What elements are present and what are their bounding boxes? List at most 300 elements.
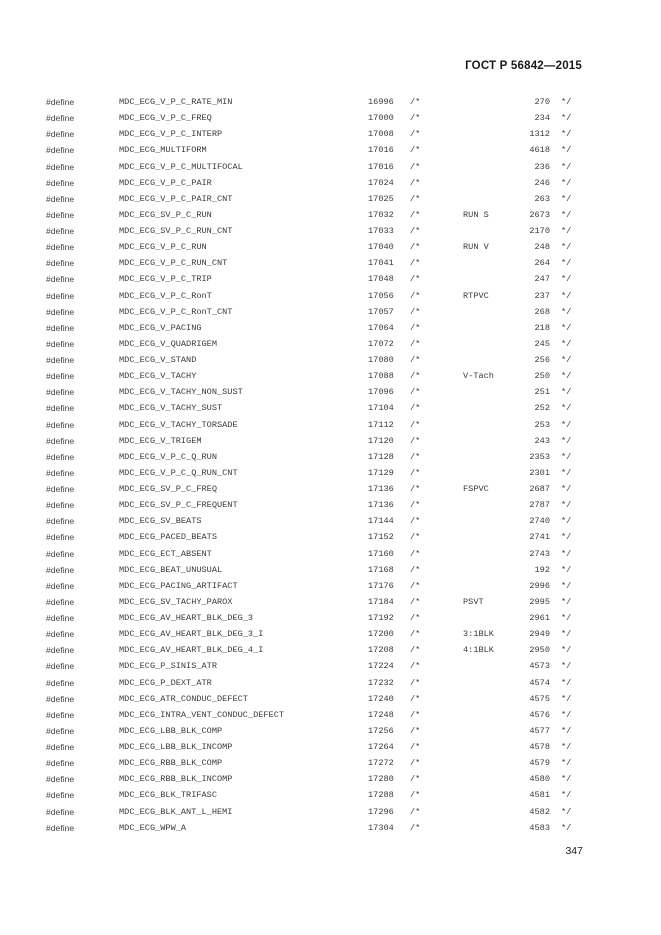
define-row (0, 804, 661, 820)
macro-name: MDC_ECG_SV_P_C_RUN_CNT (119, 226, 233, 236)
comment-value: 4575 (529, 693, 550, 704)
comment-close: */ (561, 419, 572, 430)
macro-name: MDC_ECG_LBB_BLK_INCOMP (119, 742, 233, 752)
comment-value: 4573 (529, 661, 550, 672)
comment-open: /* (410, 129, 421, 140)
abbreviation: V-Tach (463, 371, 494, 382)
define-keyword: #define (46, 161, 75, 172)
macro-name: MDC_ECG_AV_HEART_BLK_DEG_3 (119, 613, 254, 623)
define-row (0, 126, 661, 142)
macro-name: MDC_ECG_V_P_C_RUN_CNT (119, 258, 228, 269)
comment-close: */ (561, 774, 572, 785)
macro-code: 17032 (368, 209, 394, 220)
comment-close: */ (561, 629, 572, 640)
comment-close: */ (561, 193, 572, 204)
define-row (0, 368, 661, 384)
macro-name: MDC_ECG_BLK_TRIFASC (119, 790, 217, 801)
comment-value: 246 (534, 177, 550, 188)
comment-open: /* (410, 306, 421, 317)
comment-close: */ (561, 226, 572, 236)
comment-value: 2743 (529, 548, 550, 559)
comment-open: /* (410, 97, 421, 107)
comment-open: /* (410, 371, 421, 382)
macro-code: 17240 (368, 693, 394, 704)
macro-name: MDC_ECG_V_P_C_RATE_MIN (119, 97, 233, 107)
comment-close: */ (561, 290, 572, 301)
comment-open: /* (410, 177, 421, 188)
macro-name: MDC_ECG_V_TACHY (119, 371, 197, 382)
macro-code: 17120 (368, 435, 394, 446)
comment-close: */ (561, 677, 572, 688)
abbreviation: 4:1BLK (463, 645, 494, 656)
macro-code: 17304 (368, 822, 394, 833)
define-row (0, 465, 661, 481)
comment-close: */ (561, 661, 572, 672)
define-keyword: #define (46, 193, 75, 204)
define-row (0, 159, 661, 175)
comment-close: */ (561, 177, 572, 188)
comment-close: */ (561, 322, 572, 333)
macro-name: MDC_ECG_V_P_C_RonT_CNT (119, 306, 233, 317)
define-row (0, 271, 661, 287)
macro-code: 17256 (368, 725, 394, 736)
comment-value: 236 (534, 161, 550, 172)
comment-open: /* (410, 193, 421, 204)
define-keyword: #define (46, 371, 75, 382)
define-keyword: #define (46, 516, 75, 527)
define-row (0, 175, 661, 191)
macro-name: MDC_ECG_V_P_C_PAIR_CNT (119, 193, 233, 204)
comment-open: /* (410, 226, 421, 236)
comment-open: /* (410, 419, 421, 430)
macro-name: MDC_ECG_SV_P_C_FREQ (119, 484, 217, 494)
define-row (0, 642, 661, 658)
comment-close: */ (561, 387, 572, 398)
macro-code: 17160 (368, 548, 394, 559)
define-keyword: #define (46, 790, 75, 801)
macro-name: MDC_ECG_V_TRIGEM (119, 435, 202, 446)
macro-name: MDC_ECG_MULTIFORM (119, 145, 207, 156)
comment-close: */ (561, 790, 572, 801)
comment-value: 2995 (529, 596, 550, 607)
macro-code: 17016 (368, 145, 394, 156)
comment-close: */ (561, 758, 572, 769)
abbreviation: RUN S (463, 209, 489, 220)
comment-close: */ (561, 693, 572, 704)
define-keyword: #define (46, 693, 75, 704)
comment-close: */ (561, 274, 572, 285)
comment-close: */ (561, 806, 572, 817)
define-keyword: #define (46, 742, 75, 752)
comment-open: /* (410, 613, 421, 623)
comment-value: 250 (534, 371, 550, 382)
comment-value: 2950 (529, 645, 550, 656)
comment-close: */ (561, 532, 572, 543)
abbreviation: PSVT (463, 596, 484, 607)
comment-open: /* (410, 629, 421, 640)
comment-open: /* (410, 532, 421, 543)
comment-value: 2687 (529, 484, 550, 494)
define-keyword: #define (46, 774, 75, 785)
define-row (0, 723, 661, 739)
define-keyword: #define (46, 129, 75, 140)
macro-name: MDC_ECG_ECT_ABSENT (119, 548, 212, 559)
comment-close: */ (561, 403, 572, 414)
macro-code: 17224 (368, 661, 394, 672)
comment-open: /* (410, 564, 421, 575)
macro-code: 17000 (368, 113, 394, 124)
define-row (0, 94, 661, 110)
define-row (0, 578, 661, 594)
macro-code: 17112 (368, 419, 394, 430)
macro-code: 17272 (368, 758, 394, 769)
macro-name: MDC_ECG_V_P_C_Q_RUN_CNT (119, 467, 238, 478)
comment-value: 247 (534, 274, 550, 285)
comment-value: 270 (534, 97, 550, 107)
comment-close: */ (561, 645, 572, 656)
abbreviation: RTPVC (463, 290, 489, 301)
comment-open: /* (410, 258, 421, 269)
macro-name: MDC_ECG_AV_HEART_BLK_DEG_4_I (119, 645, 264, 656)
comment-value: 2740 (529, 516, 550, 527)
comment-open: /* (410, 355, 421, 365)
macro-code: 17144 (368, 516, 394, 527)
define-row (0, 594, 661, 610)
define-list (0, 94, 661, 836)
define-row (0, 562, 661, 578)
macro-name: MDC_ECG_ATR_CONDUC_DEFECT (119, 693, 248, 704)
define-row (0, 352, 661, 368)
define-row (0, 707, 661, 723)
define-row (0, 513, 661, 529)
comment-value: 4579 (529, 758, 550, 769)
comment-value: 237 (534, 290, 550, 301)
abbreviation: RUN V (463, 242, 489, 253)
macro-code: 17072 (368, 338, 394, 349)
comment-value: 4580 (529, 774, 550, 785)
macro-name: MDC_ECG_V_P_C_FREQ (119, 113, 212, 124)
comment-value: 4618 (529, 145, 550, 156)
macro-name: MDC_ECG_RBB_BLK_COMP (119, 758, 223, 769)
macro-name: MDC_ECG_BLK_ANT_L_HEMI (119, 806, 233, 817)
comment-value: 263 (534, 193, 550, 204)
comment-open: /* (410, 790, 421, 801)
comment-value: 1312 (529, 129, 550, 140)
define-keyword: #define (46, 355, 75, 365)
macro-name: MDC_ECG_SV_P_C_RUN (119, 209, 212, 220)
macro-name: MDC_ECG_V_STAND (119, 355, 197, 365)
define-row (0, 481, 661, 497)
macro-code: 17025 (368, 193, 394, 204)
define-keyword: #define (46, 532, 75, 543)
define-keyword: #define (46, 613, 75, 623)
comment-value: 4578 (529, 742, 550, 752)
comment-value: 2170 (529, 226, 550, 236)
define-keyword: #define (46, 500, 75, 511)
comment-value: 4581 (529, 790, 550, 801)
comment-value: 4574 (529, 677, 550, 688)
comment-value: 4582 (529, 806, 550, 817)
macro-code: 17152 (368, 532, 394, 543)
comment-value: 4583 (529, 822, 550, 833)
define-row (0, 400, 661, 416)
comment-value: 251 (534, 387, 550, 398)
macro-name: MDC_ECG_SV_TACHY_PAROX (119, 596, 233, 607)
comment-value: 252 (534, 403, 550, 414)
macro-code: 17168 (368, 564, 394, 575)
comment-close: */ (561, 596, 572, 607)
comment-open: /* (410, 806, 421, 817)
define-keyword: #define (46, 113, 75, 124)
define-keyword: #define (46, 548, 75, 559)
define-keyword: #define (46, 322, 75, 333)
macro-name: MDC_ECG_V_P_C_RonT (119, 290, 212, 301)
comment-open: /* (410, 113, 421, 124)
comment-open: /* (410, 661, 421, 672)
macro-code: 17104 (368, 403, 394, 414)
comment-value: 268 (534, 306, 550, 317)
document-header: ГОСТ Р 56842—2015 (465, 60, 582, 72)
macro-code: 17296 (368, 806, 394, 817)
comment-value: 245 (534, 338, 550, 349)
define-row (0, 675, 661, 691)
define-row (0, 223, 661, 239)
comment-value: 218 (534, 322, 550, 333)
comment-close: */ (561, 371, 572, 382)
define-keyword: #define (46, 209, 75, 220)
comment-close: */ (561, 467, 572, 478)
macro-name: MDC_ECG_AV_HEART_BLK_DEG_3_I (119, 629, 264, 640)
comment-value: 2353 (529, 451, 550, 462)
comment-close: */ (561, 242, 572, 253)
macro-code: 17232 (368, 677, 394, 688)
macro-name: MDC_ECG_SV_BEATS (119, 516, 202, 527)
macro-name: MDC_ECG_V_P_C_TRIP (119, 274, 212, 285)
comment-close: */ (561, 306, 572, 317)
comment-open: /* (410, 758, 421, 769)
define-keyword: #define (46, 403, 75, 414)
abbreviation: FSPVC (463, 484, 489, 494)
define-row (0, 787, 661, 803)
define-keyword: #define (46, 484, 75, 494)
comment-value: 2741 (529, 532, 550, 543)
page-number: 347 (565, 845, 583, 857)
define-keyword: #define (46, 806, 75, 817)
comment-value: 234 (534, 113, 550, 124)
comment-close: */ (561, 355, 572, 365)
macro-code: 17040 (368, 242, 394, 253)
macro-code: 17033 (368, 226, 394, 236)
define-row (0, 336, 661, 352)
macro-name: MDC_ECG_PACING_ARTIFACT (119, 580, 238, 591)
comment-open: /* (410, 580, 421, 591)
macro-code: 17016 (368, 161, 394, 172)
define-row (0, 207, 661, 223)
macro-code: 17041 (368, 258, 394, 269)
comment-open: /* (410, 774, 421, 785)
macro-name: MDC_ECG_V_P_C_Q_RUN (119, 451, 217, 462)
macro-code: 17057 (368, 306, 394, 317)
comment-open: /* (410, 403, 421, 414)
macro-code: 17080 (368, 355, 394, 365)
macro-name: MDC_ECG_P_DEXT_ATR (119, 677, 212, 688)
macro-code: 17008 (368, 129, 394, 140)
define-row (0, 820, 661, 836)
comment-open: /* (410, 242, 421, 253)
comment-close: */ (561, 500, 572, 511)
macro-code: 17288 (368, 790, 394, 801)
define-keyword: #define (46, 677, 75, 688)
define-keyword: #define (46, 435, 75, 446)
macro-name: MDC_ECG_P_SINIS_ATR (119, 661, 217, 672)
macro-name: MDC_ECG_V_TACHY_TORSADE (119, 419, 238, 430)
macro-code: 17064 (368, 322, 394, 333)
define-keyword: #define (46, 226, 75, 236)
macro-name: MDC_ECG_WPW_A (119, 822, 187, 833)
macro-name: MDC_ECG_INTRA_VENT_CONDUC_DEFECT (119, 709, 285, 720)
comment-close: */ (561, 145, 572, 156)
macro-code: 17128 (368, 451, 394, 462)
comment-close: */ (561, 580, 572, 591)
define-keyword: #define (46, 97, 75, 107)
macro-code: 17129 (368, 467, 394, 478)
macro-name: MDC_ECG_V_QUADRIGEM (119, 338, 217, 349)
comment-value: 4576 (529, 709, 550, 720)
define-keyword: #define (46, 387, 75, 398)
comment-open: /* (410, 645, 421, 656)
comment-open: /* (410, 338, 421, 349)
macro-code: 17280 (368, 774, 394, 785)
comment-value: 256 (534, 355, 550, 365)
comment-close: */ (561, 742, 572, 752)
macro-code: 17200 (368, 629, 394, 640)
macro-code: 17136 (368, 484, 394, 494)
define-row (0, 755, 661, 771)
comment-open: /* (410, 290, 421, 301)
macro-code: 17184 (368, 596, 394, 607)
comment-open: /* (410, 451, 421, 462)
comment-close: */ (561, 209, 572, 220)
abbreviation: 3:1BLK (463, 629, 494, 640)
macro-name: MDC_ECG_PACED_BEATS (119, 532, 217, 543)
comment-open: /* (410, 435, 421, 446)
define-row (0, 497, 661, 513)
comment-open: /* (410, 484, 421, 494)
define-keyword: #define (46, 258, 75, 269)
comment-open: /* (410, 500, 421, 511)
macro-name: MDC_ECG_V_P_C_RUN (119, 242, 207, 253)
macro-name: MDC_ECG_BEAT_UNUSUAL (119, 564, 223, 575)
macro-code: 17248 (368, 709, 394, 720)
macro-code: 17024 (368, 177, 394, 188)
define-keyword: #define (46, 725, 75, 736)
macro-name: MDC_ECG_SV_P_C_FREQUENT (119, 500, 238, 511)
comment-open: /* (410, 822, 421, 833)
macro-code: 17176 (368, 580, 394, 591)
define-row (0, 142, 661, 158)
comment-close: */ (561, 97, 572, 107)
comment-close: */ (561, 564, 572, 575)
define-row (0, 191, 661, 207)
comment-value: 2301 (529, 467, 550, 478)
comment-close: */ (561, 725, 572, 736)
macro-name: MDC_ECG_V_TACHY_SUST (119, 403, 223, 414)
macro-name: MDC_ECG_V_TACHY_NON_SUST (119, 387, 243, 398)
define-keyword: #define (46, 290, 75, 301)
macro-code: 17208 (368, 645, 394, 656)
macro-name: MDC_ECG_RBB_BLK_INCOMP (119, 774, 233, 785)
comment-value: 2949 (529, 629, 550, 640)
define-row (0, 529, 661, 545)
define-keyword: #define (46, 564, 75, 575)
define-row (0, 739, 661, 755)
comment-open: /* (410, 467, 421, 478)
define-keyword: #define (46, 709, 75, 720)
macro-name: MDC_ECG_V_PACING (119, 322, 202, 333)
define-row (0, 384, 661, 400)
define-row (0, 658, 661, 674)
comment-close: */ (561, 709, 572, 720)
define-keyword: #define (46, 580, 75, 591)
comment-value: 248 (534, 242, 550, 253)
comment-close: */ (561, 129, 572, 140)
define-keyword: #define (46, 629, 75, 640)
define-row (0, 771, 661, 787)
macro-code: 17096 (368, 387, 394, 398)
define-keyword: #define (46, 822, 75, 833)
comment-close: */ (561, 113, 572, 124)
comment-close: */ (561, 435, 572, 446)
comment-close: */ (561, 548, 572, 559)
define-keyword: #define (46, 242, 75, 253)
comment-open: /* (410, 709, 421, 720)
define-keyword: #define (46, 306, 75, 317)
comment-close: */ (561, 451, 572, 462)
comment-close: */ (561, 161, 572, 172)
define-row (0, 433, 661, 449)
comment-value: 243 (534, 435, 550, 446)
comment-value: 2787 (529, 500, 550, 511)
define-row (0, 304, 661, 320)
macro-code: 17048 (368, 274, 394, 285)
define-keyword: #define (46, 661, 75, 672)
comment-value: 264 (534, 258, 550, 269)
define-row (0, 320, 661, 336)
define-row (0, 255, 661, 271)
define-row (0, 110, 661, 126)
comment-open: /* (410, 322, 421, 333)
define-keyword: #define (46, 274, 75, 285)
define-row (0, 691, 661, 707)
comment-value: 192 (534, 564, 550, 575)
macro-code: 16996 (368, 97, 394, 107)
comment-close: */ (561, 484, 572, 494)
comment-open: /* (410, 677, 421, 688)
comment-open: /* (410, 145, 421, 156)
macro-name: MDC_ECG_V_P_C_MULTIFOCAL (119, 161, 243, 172)
comment-close: */ (561, 516, 572, 527)
macro-code: 17136 (368, 500, 394, 511)
define-keyword: #define (46, 596, 75, 607)
define-keyword: #define (46, 467, 75, 478)
comment-value: 2961 (529, 613, 550, 623)
macro-name: MDC_ECG_V_P_C_PAIR (119, 177, 212, 188)
comment-close: */ (561, 822, 572, 833)
comment-value: 2673 (529, 209, 550, 220)
define-row (0, 546, 661, 562)
define-keyword: #define (46, 451, 75, 462)
comment-close: */ (561, 613, 572, 623)
